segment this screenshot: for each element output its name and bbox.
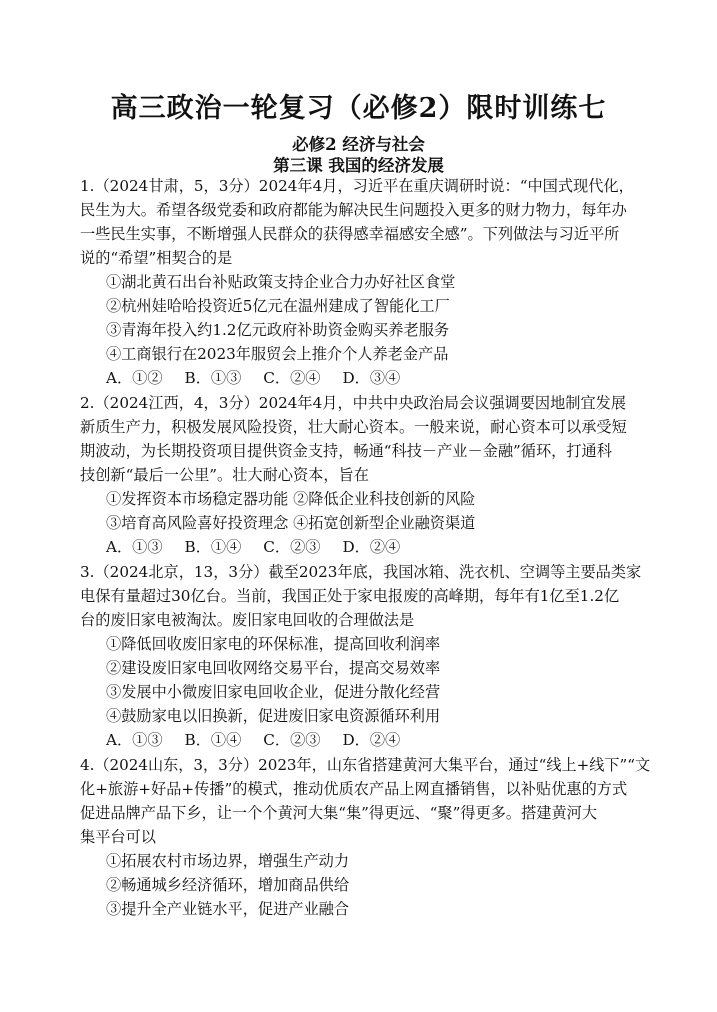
lesson-subtitle: 第三课 我国的经济发展	[273, 156, 444, 175]
question-stem-line: 台的废旧家电被淘汰。废旧家电回收的合理做法是	[80, 611, 415, 629]
question-option: ①降低回收废旧家电的环保标准，提高回收利润率	[106, 635, 441, 653]
question-option: ③青海年投入约1.2亿元政府补助资金购买养老服务	[106, 321, 450, 339]
question-stem-line: 3.（2024北京，13，3分）截至2023年底，我国冰箱、洗衣机、空调等主要品类家	[80, 563, 642, 581]
question-stem-line: 新质生产力，积极发展风险投资，壮大耐心资本。一般来说，耐心资本可以承受短	[80, 418, 627, 436]
question-stem-line: 1.（2024甘肃，5，3分）2024年4月，习近平在重庆调研时说：“中国式现代化，	[80, 177, 634, 195]
question-stem-line: 集平台可以	[80, 828, 156, 846]
question-stem-line: 民生为大。希望各级党委和政府都能为解决民生问题投入更多的财力物力，每年办	[80, 201, 627, 219]
question-option: ④鼓励家电以旧换新，促进废旧家电资源循环利用	[106, 707, 441, 725]
question-option: ①湖北黄石出台补贴政策支持企业合力办好社区食堂	[106, 273, 456, 291]
question-option: ①发挥资本市场稳定器功能 ②降低企业科技创新的风险	[106, 490, 476, 508]
answer-choice-d: D．②④	[342, 538, 401, 556]
answer-choice-b: B．①③	[184, 369, 242, 387]
question-stem-line: 电保有量超过30亿台。当前，我国正处于家电报废的高峰期，每年有1亿至1.2亿	[80, 587, 620, 605]
question-option: ②杭州娃哈哈投资近5亿元在温州建成了智能化工厂	[106, 297, 450, 315]
question-stem-line: 技创新“最后一公里”。壮大耐心资本，旨在	[80, 466, 369, 484]
question-stem-line: 说的“希望”相契合的是	[80, 249, 233, 267]
answer-choices	[106, 536, 422, 558]
answer-choice-d: D．③④	[342, 369, 401, 387]
answer-choice-b: B．①④	[184, 538, 242, 556]
question-stem-line: 2.（2024江西，4，3分）2024年4月，中共中央政治局会议强调要因地制宜发展	[80, 394, 627, 412]
answer-choice-a: A．①③	[106, 538, 163, 556]
question-stem-line: 一些民生实事，不断增强人民群众的获得感幸福感安全感”。下列做法与习近平所	[80, 225, 620, 243]
answer-choices	[106, 729, 422, 751]
question-stem-line: 期波动，为长期投资项目提供资金支持，畅通“科技－产业－金融”循环，打通科	[80, 442, 612, 460]
answer-choice-a: A．①②	[106, 369, 163, 387]
question-option: ③提升全产业链水平，促进产业融合	[106, 900, 349, 918]
answer-choice-d: D．②④	[342, 731, 401, 749]
answer-choices	[106, 367, 422, 389]
question-option: ③发展中小微废旧家电回收企业，促进分散化经营	[106, 683, 441, 701]
answer-choice-b: B．①④	[184, 731, 242, 749]
answer-choice-a: A．①③	[106, 731, 163, 749]
question-option: ③培育高风险喜好投资理念 ④拓宽创新型企业融资渠道	[106, 514, 476, 532]
page-title: 高三政治一轮复习（必修2）限时训练七	[110, 93, 607, 124]
question-option: ②畅通城乡经济循环，增加商品供给	[106, 876, 349, 894]
question-stem-line: 化+旅游+好品+传播”的模式，推动优质农产品上网直播销售，以补贴优惠的方式	[80, 780, 628, 798]
answer-choice-c: C．②③	[263, 731, 321, 749]
question-option: ④工商银行在2023年服贸会上推介个人养老金产品	[106, 345, 449, 363]
question-stem-line: 促进品牌产品下乡，让一个个黄河大集“集”得更远、“聚”得更多。搭建黄河大	[80, 804, 598, 822]
answer-choice-c: C．②③	[263, 538, 321, 556]
answer-choice-c: C．②④	[263, 369, 321, 387]
section-subtitle: 必修2 经济与社会	[292, 135, 425, 154]
question-stem-line: 4.（2024山东，3，3分）2023年，山东省搭建黄河大集平台，通过“线上+线下”“文	[80, 756, 651, 774]
question-option: ①拓展农村市场边界，增强生产动力	[106, 852, 349, 870]
question-option: ②建设废旧家电回收网络交易平台，提高交易效率	[106, 659, 441, 677]
